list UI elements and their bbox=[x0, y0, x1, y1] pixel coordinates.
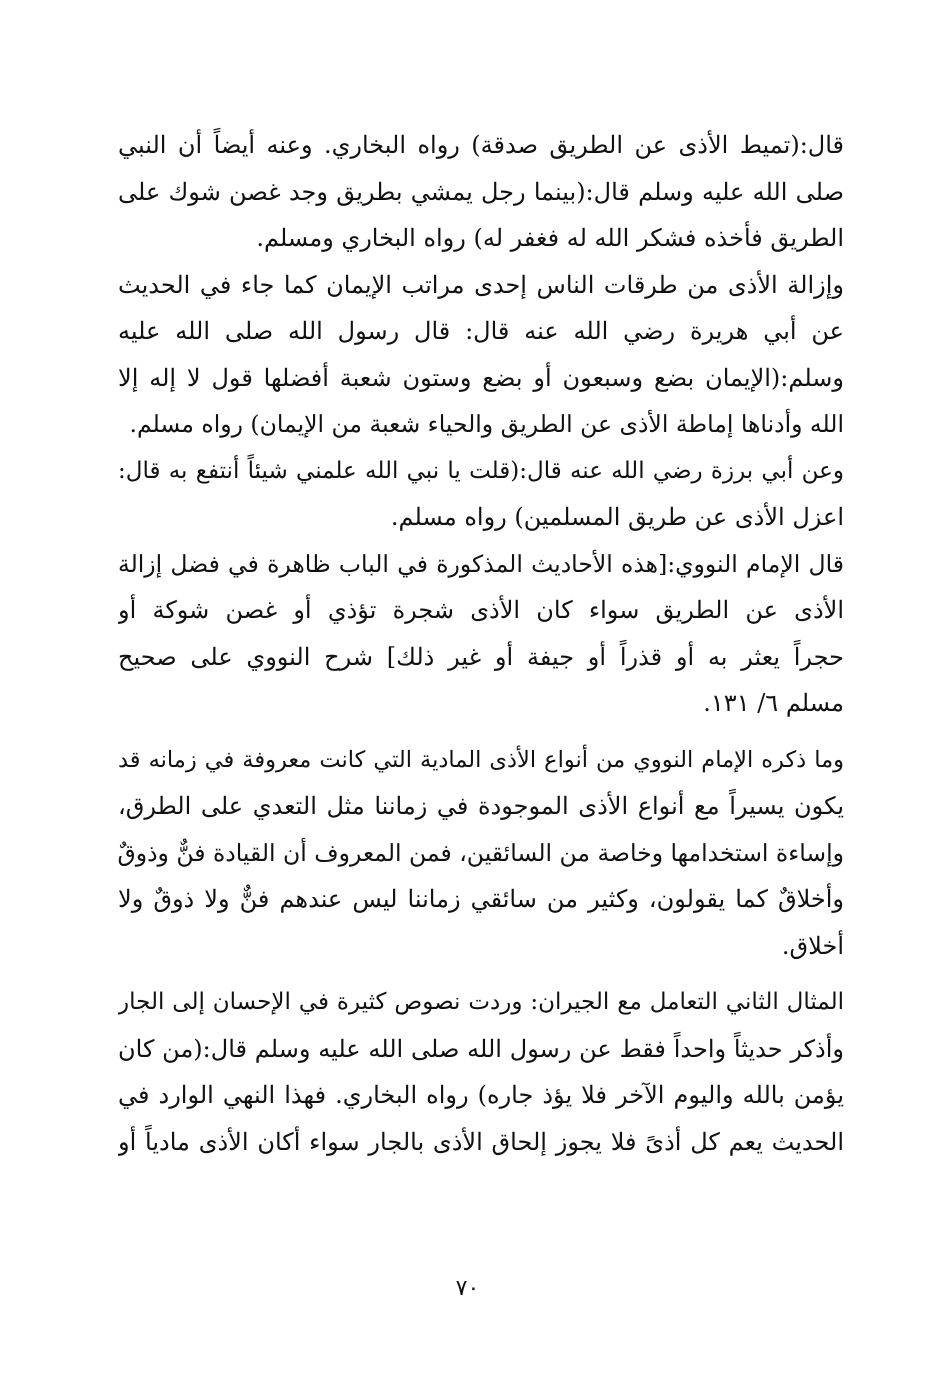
text-line-2: صلى الله عليه وسلم قال:(بينما رجل يمشي بطريق وجد غصن شوك على bbox=[118, 177, 844, 206]
text-line-18: أخلاق. bbox=[781, 931, 844, 960]
text-line-6: وسلم:(الإيمان بضع وسبعون أو بضع وستون شعبة أفضلها قول لا إله إلا bbox=[118, 363, 844, 392]
text-line-14: وما ذكره الإمام النووي من أنواع الأذى المادية التي كانت معروفة في زمانه قد bbox=[118, 746, 844, 773]
page-number: ٧٠ bbox=[455, 1276, 480, 1301]
text-line-15: يكون يسيراً مع أنواع الأذى الموجودة في زماننا مثل التعدي على الطرق، bbox=[118, 792, 844, 820]
text-line-17: وأخلاقٌ كما يقولون، وكثير من سائقي زماننا ليس عندهم فنٌّ ولا ذوقٌ ولا bbox=[118, 885, 844, 913]
text-line-1: قال:(تميط الأذى عن الطريق صدقة) رواه البخاري. وعنه أيضاً أن النبي bbox=[118, 131, 844, 159]
text-line-11: الأذى عن الطريق سواء كان الأذى شجرة تؤذي أو غصن شوكة أو bbox=[118, 596, 844, 624]
text-line-12: حجراً يعثر به أو قذراً أو جيفة أو غير ذلك] شرح النووي على صحيح bbox=[118, 642, 844, 671]
text-line-3: الطريق فأخذه فشكر الله له فغفر له) رواه البخاري ومسلم. bbox=[256, 224, 844, 252]
text-line-21: يؤمن بالله واليوم الآخر فلا يؤذ جاره) رواه البخاري. فهذا النهي الوارد في bbox=[118, 1081, 844, 1109]
text-line-16: وإساءة استخدامها وخاصة من السائقين، فمن المعروف أن القيادة فنٌّ وذوقٌ bbox=[118, 838, 844, 867]
text-line-8: وعن أبي برزة رضي الله عنه قال:(قلت يا نبي الله علمني شيئاً أنتفع به قال: bbox=[118, 457, 844, 484]
text-line-4: وإزالة الأذى من طرقات الناس إحدى مراتب الإيمان كما جاء في الحديث bbox=[118, 270, 844, 299]
text-line-13: مسلم ٦/ ١٣١. bbox=[703, 689, 844, 717]
text-line-7: الله وأدناها إماطة الأذى عن الطريق والحياء شعبة من الإيمان) رواه مسلم. bbox=[129, 410, 844, 438]
text-line-20: وأذكر حديثاً واحداً فقط عن رسول الله صلى الله عليه وسلم قال:(من كان bbox=[118, 1034, 844, 1063]
text-line-10: قال الإمام النووي:[هذه الأحاديث المذكورة في الباب ظاهرة في فضل إزالة bbox=[118, 549, 844, 578]
body-text bbox=[118, 122, 844, 1165]
text-line-9: اعزل الأذى عن طريق المسلمين) رواه مسلم. bbox=[390, 503, 844, 531]
text-line-5: عن أبي هريرة رضي الله عنه قال: قال رسول الله صلى الله عليه bbox=[118, 317, 844, 345]
text-line-19: المثال الثاني التعامل مع الجيران: وردت نصوص كثيرة في الإحسان إلى الجار bbox=[118, 989, 844, 1015]
text-line-22: الحديث يعم كل أذىً فلا يجوز إلحاق الأذى بالجار سواء أكان الأذى مادياً أو bbox=[118, 1127, 844, 1156]
